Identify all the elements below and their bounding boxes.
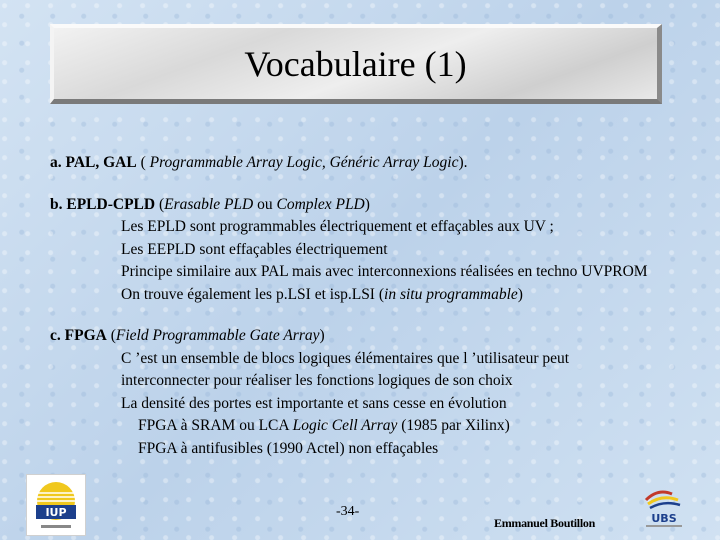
section-c-line: interconnecter pour réaliser les fonctions logiques de son choix (121, 372, 513, 389)
spacer (50, 306, 720, 325)
section-c-label: c. FPGA (50, 327, 107, 344)
section-c-paren-open: ( (106, 327, 116, 344)
section-b-last-line (50, 284, 720, 307)
section-b-last-prefix: On trouve également les p.LSI et isp.LSI ( (121, 285, 385, 303)
fpga-sram-suffix: (1985 par Xilinx) (397, 417, 510, 434)
section-b-heading (50, 194, 720, 217)
section-c-heading (50, 325, 720, 348)
section-a-line (50, 152, 720, 175)
section-a-paren-close: ). (458, 154, 468, 171)
ubs-logo (636, 480, 691, 530)
title-box (50, 24, 662, 104)
section-b-last-suffix: ) (517, 285, 523, 303)
section-a-label: a. PAL, GAL (50, 154, 137, 171)
spacer (50, 175, 720, 194)
section-b-line: Principe similaire aux PAL mais avec interconnexions réalisées en techno UVPROM (121, 263, 648, 280)
section-c-line: La densité des portes est importante et sans cesse en évolution (121, 394, 507, 412)
author-name: Emmanuel Boutillon (494, 516, 595, 530)
section-b-line: Les EPLD sont programmables électriquement et effaçables aux UV ; (121, 218, 554, 235)
section-a-paren-open: ( (136, 154, 150, 171)
section-b-paren-open: ( (155, 195, 165, 213)
section-c-detail: Field Programmable Gate Array (115, 327, 320, 344)
iup-logo-text: IUP (45, 506, 67, 519)
section-a-detail: Programmable Array Logic, Généric Array Logic (149, 154, 459, 171)
section-b-paren-close: ) (364, 195, 370, 213)
fpga-sram-italic: Logic Cell Array (292, 417, 398, 434)
section-b-line: Les EEPLD sont effaçables électriquement (121, 240, 388, 258)
page-title: Vocabulaire (1) (244, 43, 467, 84)
ubs-logo-text: UBS (651, 512, 677, 525)
page-number: -34- (336, 504, 360, 519)
section-b-label: b. EPLD-CPLD (50, 195, 156, 213)
section-b-connector: ou (253, 195, 277, 213)
section-c-sub-line: FPGA à antifusibles (1990 Actel) non effaçables (138, 439, 439, 457)
section-b-detail-1: Erasable PLD (164, 195, 254, 213)
slide-content (50, 152, 720, 460)
iup-logo (26, 474, 86, 536)
fpga-sram-prefix: FPGA à SRAM ou LCA (138, 417, 293, 434)
section-c-line: C ’est un ensemble de blocs logiques élémentaires que l ’utilisateur peut (121, 349, 570, 367)
section-b-detail-2: Complex PLD (276, 195, 365, 213)
section-c-sub-line (50, 415, 720, 438)
section-c-paren-close: ) (319, 327, 325, 344)
section-b-last-italic: in situ programmable (384, 285, 518, 303)
